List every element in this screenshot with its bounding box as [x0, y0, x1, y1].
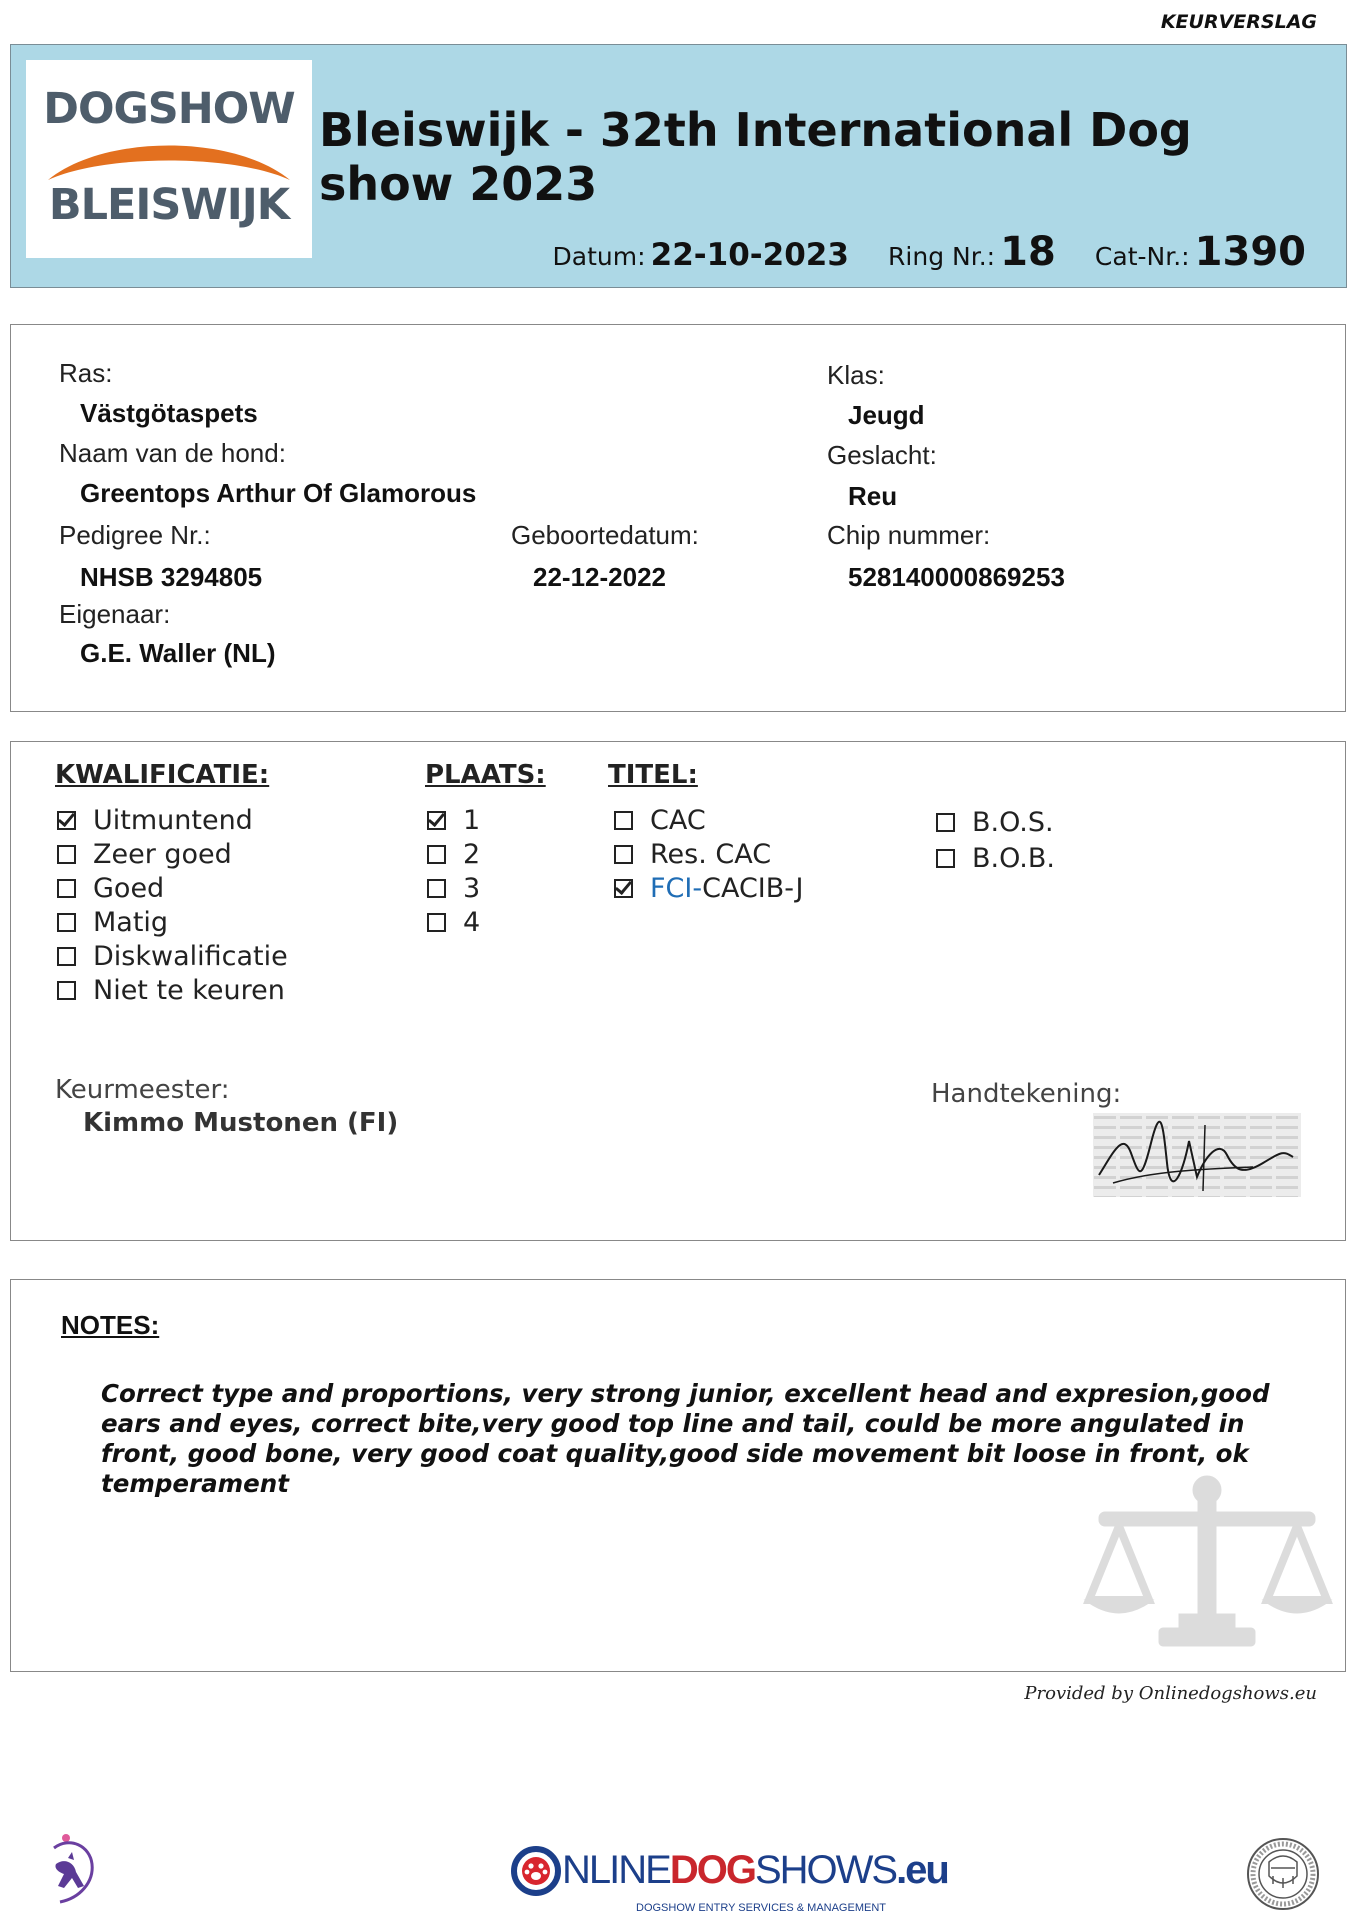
brand-wordmark: NLINEDOGSHOWS.eu: [562, 1848, 948, 1892]
checkbox-icon[interactable]: [936, 813, 955, 832]
pedigree-value: NHSB 3294805: [80, 562, 263, 592]
brand-tagline: DOGSHOW ENTRY SERVICES & MANAGEMENT: [636, 1902, 886, 1914]
checkbox-icon[interactable]: [57, 913, 76, 932]
provider-note: Provided by Onlinedogshows.eu: [1024, 1683, 1317, 1704]
kwalificatie-option[interactable]: Goed: [57, 873, 164, 904]
checkbox-icon[interactable]: [427, 845, 446, 864]
document-type: KEURVERSLAG: [1160, 11, 1317, 33]
titel-option[interactable]: Res. CAC: [614, 839, 771, 870]
scale-watermark-icon: [1079, 1472, 1339, 1662]
kwalificatie-option[interactable]: Diskwalificatie: [57, 941, 288, 972]
signature-image: [1093, 1113, 1301, 1197]
klas-label: Klas:: [827, 360, 885, 390]
ring-label: Ring Nr.:: [888, 242, 996, 271]
kwalificatie-option[interactable]: Zeer goed: [57, 839, 232, 870]
eigenaar-label: Eigenaar:: [59, 599, 171, 629]
checkbox-checked-icon[interactable]: [57, 811, 76, 830]
dog-info-panel: [10, 324, 1346, 712]
geslacht-label: Geslacht:: [827, 440, 937, 470]
header-banner: [10, 44, 1347, 288]
chip-value: 528140000869253: [848, 562, 1065, 592]
pedigree-label: Pedigree Nr.:: [59, 520, 211, 550]
titel-option[interactable]: FCI- CACIB-J: [614, 873, 804, 904]
jumping-cat-logo-icon: [46, 1828, 98, 1908]
kwalificatie-option[interactable]: Niet te keuren: [57, 975, 285, 1006]
keurmeester-name: Kimmo Mustonen (FI): [83, 1108, 399, 1138]
fci-seal-logo-icon: [1245, 1832, 1321, 1916]
logo-line2: BLEISWIJK: [48, 180, 290, 230]
checkbox-icon[interactable]: [614, 845, 633, 864]
plaats-option[interactable]: 4: [427, 907, 480, 938]
plaats-heading: PLAATS:: [425, 760, 546, 790]
onlinedogshows-logo: [510, 1842, 948, 1914]
titel-heading: TITEL:: [608, 760, 698, 790]
keurmeester-label: Keurmeester:: [55, 1075, 230, 1105]
checkbox-icon[interactable]: [936, 849, 955, 868]
plaats-option[interactable]: 3: [427, 873, 480, 904]
kwalificatie-option[interactable]: Uitmuntend: [57, 805, 253, 836]
checkbox-checked-icon[interactable]: [614, 879, 633, 898]
plaats-option[interactable]: 2: [427, 839, 480, 870]
logo-line1: DOGSHOW: [43, 84, 295, 134]
eigenaar-value: G.E. Waller (NL): [80, 638, 276, 668]
datum-label: Datum:: [552, 242, 646, 271]
handtekening-label: Handtekening:: [931, 1079, 1122, 1109]
datum-value: 22-10-2023: [650, 237, 849, 273]
paw-o-icon: [510, 1842, 562, 1900]
dogshow-bleiswijk-logo: [26, 60, 312, 258]
show-meta: [553, 229, 1306, 275]
checkbox-checked-icon[interactable]: [427, 811, 446, 830]
judging-result-panel: [10, 741, 1346, 1241]
kwalificatie-heading: KWALIFICATIE:: [55, 760, 270, 790]
checkbox-icon[interactable]: [57, 947, 76, 966]
titel-option[interactable]: CAC: [614, 805, 706, 836]
checkbox-icon[interactable]: [614, 811, 633, 830]
notes-text: Correct type and proportions, very strong junior, excellent head and expresion,good ears and eyes, correct bite,very good top line and tail, could be more angulated in front, good bone, very good coat quality,good side movement bit loose in front, ok temperament: [101, 1379, 1270, 1498]
ras-label: Ras:: [59, 358, 113, 388]
geslacht-value: Reu: [848, 481, 898, 511]
bos-option[interactable]: B.O.S.: [936, 807, 1054, 838]
notes-heading: NOTES:: [61, 1310, 160, 1340]
cat-label: Cat-Nr.:: [1094, 242, 1190, 271]
naam-value: Greentops Arthur Of Glamorous: [80, 478, 477, 508]
checkbox-icon[interactable]: [427, 913, 446, 932]
checkbox-icon[interactable]: [427, 879, 446, 898]
kwalificatie-option[interactable]: Matig: [57, 907, 168, 938]
chip-label: Chip nummer:: [827, 520, 991, 550]
checkbox-icon[interactable]: [57, 845, 76, 864]
show-title: Bleiswijk - 32th International Dog show 2023: [319, 103, 1192, 211]
geboorte-value: 22-12-2022: [533, 562, 666, 592]
naam-label: Naam van de hond:: [59, 438, 286, 468]
klas-value: Jeugd: [848, 400, 925, 430]
plaats-option[interactable]: 1: [427, 805, 480, 836]
logo-swoosh-icon: [44, 140, 294, 184]
geboorte-label: Geboortedatum:: [511, 520, 699, 550]
ras-value: Västgötaspets: [80, 398, 258, 428]
ring-value: 18: [1000, 229, 1056, 275]
checkbox-icon[interactable]: [57, 981, 76, 1000]
bob-option[interactable]: B.O.B.: [936, 843, 1055, 874]
cat-value: 1390: [1194, 229, 1306, 275]
checkbox-icon[interactable]: [57, 879, 76, 898]
notes-panel: [10, 1279, 1346, 1672]
